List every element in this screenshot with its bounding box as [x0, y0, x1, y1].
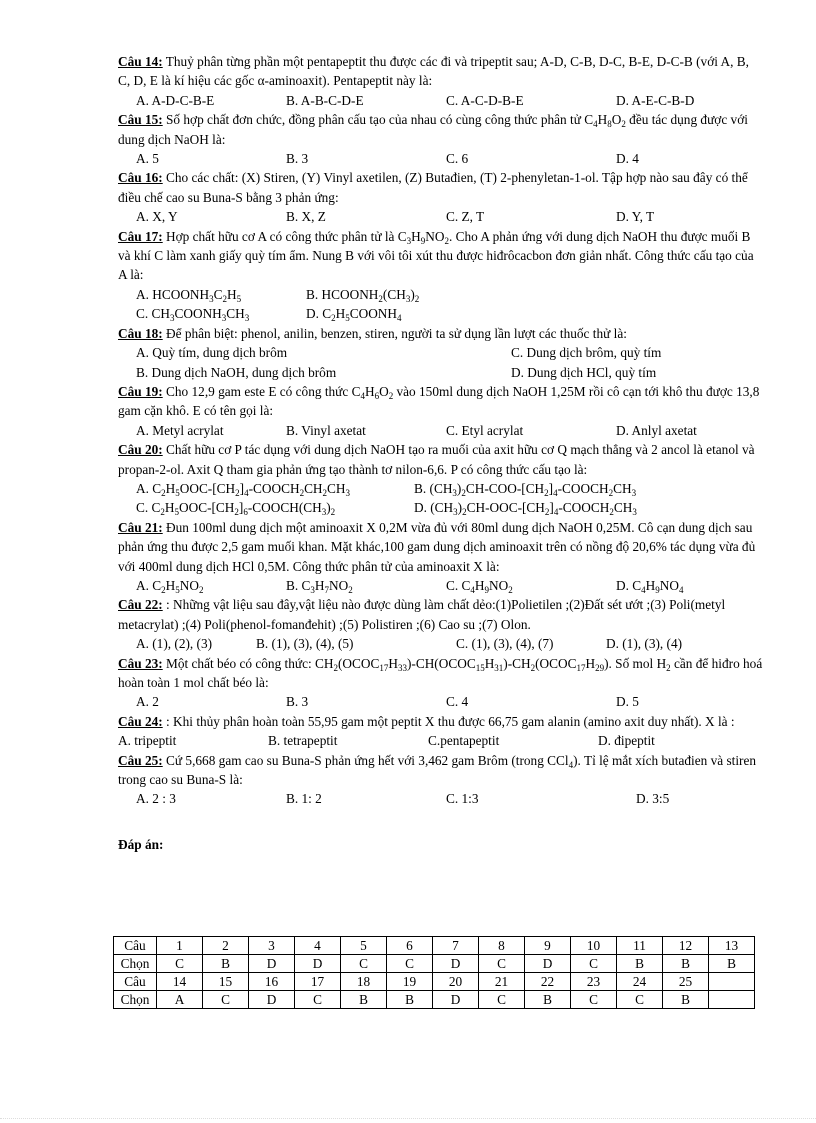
answer-cell: D	[525, 955, 571, 973]
answer-cell: 4	[295, 937, 341, 955]
answer-cell: 14	[157, 973, 203, 991]
option-b: B. X, Z	[286, 209, 326, 225]
page-bottom-divider	[0, 1118, 816, 1119]
answer-cell: 11	[617, 937, 663, 955]
option-c: C. $CH_3COONH_3CH_3$	[136, 306, 250, 324]
option-b: B. Dung dịch NaOH, dung dịch brôm	[136, 364, 337, 380]
option-d: D. $C_4H_9NO_4$	[616, 577, 684, 595]
option-a: A. $HCOONH_3C_2H_5$	[136, 286, 242, 304]
option-c: C. 1:3	[446, 791, 479, 807]
option-d: D. 3:5	[636, 791, 670, 807]
option-b: B. A-B-C-D-E	[286, 92, 364, 108]
question-23: Câu 23: Một chất béo có công thức: $CH_2(OCOC_{17}H_{33})-CH(OCOC_{15}H_{31})-CH_2(OCOC_{17}H_{29})$. Số mol $H_2$ cần để hiđro hoá hoàn toàn 1 mol chất béo là:	[118, 655, 763, 690]
answer-cell: 20	[433, 973, 479, 991]
option-a: A. $C_2H_5NO_2$	[136, 577, 204, 595]
option-b: B. 1: 2	[286, 791, 322, 807]
answer-cell: B	[663, 991, 709, 1009]
option-b: B. (1), (3), (4), (5)	[256, 636, 354, 652]
option-b: B. 3	[286, 151, 309, 167]
answer-cell: C	[157, 955, 203, 973]
question-22: Câu 22: : Những vật liệu sau đây,vật liệu nào được dùng làm chất dẻo:(1)Polietilen ;(2)Đất sét ướt ;(3) Poli(metyl metacrylat) ;(4) Poli(phenol-fomanđehit) ;(5) Polistiren ;(6) Cao su ;(7) Olon.	[118, 597, 726, 632]
answer-cell: D	[295, 955, 341, 973]
option-c: C. A-C-D-B-E	[446, 92, 524, 108]
answer-cell: B	[663, 955, 709, 973]
answer-row-header: Chọn	[114, 955, 157, 973]
option-c: C. Z, T	[446, 209, 485, 225]
option-b: B. tetrapeptit	[268, 733, 338, 749]
option-a: A. 5	[136, 151, 159, 167]
option-b: B. $HCOONH_2(CH_3)_2$	[306, 286, 420, 304]
question-list	[118, 52, 763, 854]
option-d: D. $(CH_3)_2CH-OOC-[CH_2]_4-COOCH_2CH_3$	[414, 500, 637, 518]
options-20	[118, 479, 763, 518]
answer-cell: C	[295, 991, 341, 1009]
answer-cell: 23	[571, 973, 617, 991]
option-c: C. $C_4H_9NO_2$	[446, 577, 513, 595]
option-c: C.pentapeptit	[428, 733, 500, 749]
options-17	[118, 285, 763, 324]
options-19	[118, 421, 763, 440]
answer-cell: C	[203, 991, 249, 1009]
answer-cell: 15	[203, 973, 249, 991]
answer-cell: 16	[249, 973, 295, 991]
answer-row	[114, 937, 755, 955]
question-16: Câu 16: Cho các chất: (X) Stiren, (Y) Vinyl axetilen, (Z) Butađien, (T) 2-phenyletan-1-ol. Tập hợp nào sau đây có thể điều chế cao su Buna-S bằng 3 phản ứng:	[118, 170, 748, 205]
option-a: A. Quỳ tím, dung dịch brôm	[136, 345, 288, 361]
option-d: D. A-E-C-B-D	[616, 92, 695, 108]
answer-cell: 7	[433, 937, 479, 955]
answer-row	[114, 991, 755, 1009]
option-c: C. Etyl acrylat	[446, 422, 524, 438]
option-a: A. $C_2H_5OOC-[CH_2]_4-COOCH_2CH_2CH_3$	[136, 480, 351, 498]
option-d: D. đipeptit	[598, 733, 655, 749]
options-16	[118, 207, 763, 226]
answer-cell: A	[157, 991, 203, 1009]
answer-cell: 19	[387, 973, 433, 991]
option-b: B. $(CH_3)_2CH-COO-[CH_2]_4-COOCH_2CH_3$	[414, 480, 637, 498]
options-24	[118, 731, 763, 750]
answer-cell: 13	[709, 937, 755, 955]
options-15	[118, 149, 763, 168]
option-a: A. X, Y	[136, 209, 178, 225]
option-a: A. Metyl acrylat	[136, 422, 224, 438]
options-23	[118, 692, 763, 711]
option-c: C. 4	[446, 694, 469, 710]
answer-cell: 21	[479, 973, 525, 991]
option-d: D. 4	[616, 151, 639, 167]
option-c: C. Dung dịch brôm, quỳ tím	[511, 345, 662, 361]
question-18: Câu 18: Để phân biệt: phenol, anilin, benzen, stiren, người ta sử dụng lần lượt các thuốc thử là:	[118, 325, 627, 341]
answer-row	[114, 973, 755, 991]
answer-cell: 8	[479, 937, 525, 955]
answer-cell: C	[479, 955, 525, 973]
options-25	[118, 789, 763, 808]
option-a: A. (1), (2), (3)	[136, 636, 213, 652]
answer-cell: C	[617, 991, 663, 1009]
answer-cell: B	[525, 991, 571, 1009]
answer-cell: B	[203, 955, 249, 973]
question-14: Câu 14: Thuỷ phân từng phần một pentapeptit thu được các đi và tripeptit sau; A-D, C-B, D-C, B-E, D-C-B (với A, B, C, D, E là kí hiệu các gốc α-aminoaxit). Pentapeptit này là:	[118, 54, 749, 89]
answer-cell: 12	[663, 937, 709, 955]
answer-cell: C	[479, 991, 525, 1009]
option-d: D. Anlyl axetat	[616, 422, 697, 438]
answer-cell: 24	[617, 973, 663, 991]
question-24: Câu 24: : Khi thủy phân hoàn toàn 55,95 gam một peptit X thu được 66,75 gam alanin (amino axit duy nhất). X là :	[118, 713, 735, 729]
answer-cell	[709, 973, 755, 991]
answer-cell: 1	[157, 937, 203, 955]
answer-cell	[709, 991, 755, 1009]
option-c: C. (1), (3), (4), (7)	[456, 636, 554, 652]
options-18	[118, 343, 763, 382]
answer-cell: 9	[525, 937, 571, 955]
answer-cell: C	[387, 955, 433, 973]
answer-cell: B	[387, 991, 433, 1009]
option-c: C. $C_2H_5OOC-[CH_2]_6-COOCH(CH_3)_2$	[136, 500, 336, 518]
option-d: D. $C_2H_5COONH_4$	[306, 306, 402, 324]
answer-table	[113, 936, 755, 1009]
answer-cell: C	[571, 991, 617, 1009]
question-19: Câu 19: Cho 12,9 gam este E có công thức $C_4H_6O_2$ vào 150ml dung dịch NaOH 1,25M rồi cô cạn tới khô thu được 13,8 gam cặn khô. E có tên gọi là:	[118, 383, 760, 419]
options-14	[118, 91, 763, 110]
answer-cell: 3	[249, 937, 295, 955]
option-b: B. $C_3H_7NO_2$	[286, 577, 353, 595]
answer-cell: 2	[203, 937, 249, 955]
option-a: A. 2	[136, 694, 159, 710]
answer-cell: C	[571, 955, 617, 973]
option-d: D. (1), (3), (4)	[606, 636, 683, 652]
option-d: D. Dung dịch HCl, quỳ tím	[511, 364, 657, 380]
question-25: Câu 25: Cứ 5,668 gam cao su Buna-S phản ứng hết với 3,462 gam Brôm (trong CCl$_4$). Tỉ lệ mắt xích butađien và stiren trong cao su Buna-S là:	[118, 752, 757, 788]
question-21: Câu 21: Đun 100ml dung dịch một aminoaxit X 0,2M vừa đủ với 80ml dung dịch NaOH 0,25M. Cô cạn dung dịch sau phản ứng thu được 2,5 gam muối khan. Mặt khác,100 gam dung dịch aminoaxit trên có nồng độ 20,6% tác dụng vừa đủ với 400ml dung dịch HCl 0,5M. Công thức phân tử của aminoaxit X là:	[118, 519, 756, 574]
options-22	[118, 634, 763, 653]
question-20: Câu 20: Chất hữu cơ P tác dụng với dung dịch NaOH tạo ra muối của axit hữu cơ Q mạch thẳng và 2 ancol là etanol và propan-2-ol. Axit Q tham gia phản ứng tạo thành tơ nilon-6,6. P có công thức cấu tạo là:	[118, 442, 755, 477]
option-a: A. tripeptit	[118, 733, 177, 749]
answer-row-header: Chọn	[114, 991, 157, 1009]
answer-cell: 25	[663, 973, 709, 991]
answer-cell: 6	[387, 937, 433, 955]
question-15: Câu 15: Số hợp chất đơn chức, đồng phân cấu tạo của nhau có cùng công thức phân tử $C_4H_8O_2$ đều tác dụng được với dung dịch NaOH là:	[118, 112, 748, 147]
answer-cell: B	[709, 955, 755, 973]
question-17: Câu 17: Hợp chất hữu cơ A có công thức phân tử là $C_3H_9NO_2$. Cho A phản ứng với dung dịch NaOH thu được muối B và khí C làm xanh giấy quỳ tím ẩm. Nung B với vôi tôi xút thu được hiđrôcacbon đơn giản nhất. Công thức cấu tạo của A là:	[118, 228, 754, 283]
option-d: D. 5	[616, 694, 639, 710]
option-c: C. 6	[446, 151, 469, 167]
answer-cell: D	[249, 991, 295, 1009]
answer-cell: 5	[341, 937, 387, 955]
answer-cell: B	[341, 991, 387, 1009]
options-21	[118, 576, 763, 595]
answer-cell: D	[433, 991, 479, 1009]
answer-cell: 22	[525, 973, 571, 991]
option-b: B. Vinyl axetat	[286, 422, 366, 438]
option-d: D. Y, T	[616, 209, 655, 225]
answer-cell: B	[617, 955, 663, 973]
answer-cell: 17	[295, 973, 341, 991]
option-a: A. 2 : 3	[136, 791, 176, 807]
answer-cell: 18	[341, 973, 387, 991]
answer-cell: 10	[571, 937, 617, 955]
answer-cell: C	[341, 955, 387, 973]
answer-cell: D	[249, 955, 295, 973]
answer-row-header: Câu	[114, 937, 157, 955]
answer-title: Đáp án:	[118, 836, 164, 852]
answer-cell: D	[433, 955, 479, 973]
answer-table-body	[114, 937, 755, 1009]
option-a: A. A-D-C-B-E	[136, 92, 215, 108]
answer-row	[114, 955, 755, 973]
answer-row-header: Câu	[114, 973, 157, 991]
option-b: B. 3	[286, 694, 309, 710]
